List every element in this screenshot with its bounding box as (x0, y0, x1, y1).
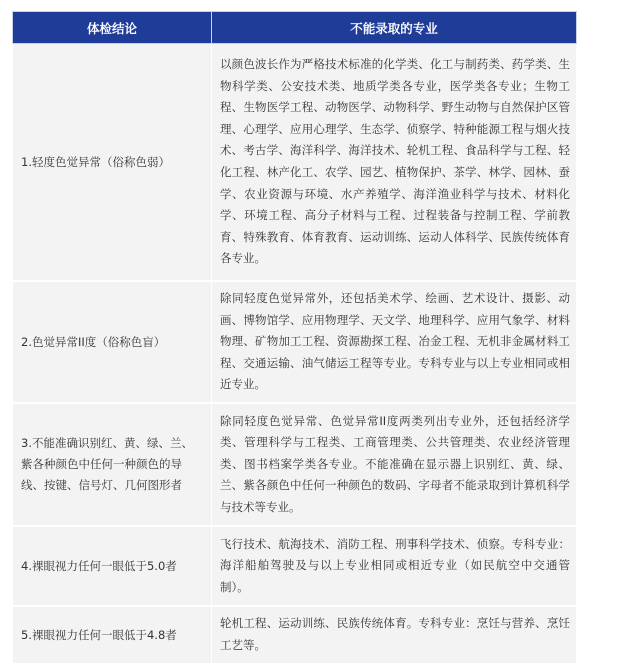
majors-cell: 轮机工程、运动训练、民族传统体育。专科专业：烹饪与营养、烹饪工艺等。 (212, 606, 577, 664)
header-conclusion: 体检结论 (13, 12, 212, 44)
table-row (13, 403, 577, 526)
table-row (13, 44, 577, 282)
conclusion-cell: 4.裸眼视力任何一眼低于5.0者 (13, 526, 212, 606)
admission-table-container (12, 11, 576, 665)
table-row (13, 606, 577, 664)
admission-restriction-table (12, 11, 577, 665)
conclusion-cell: 1.轻度色觉异常（俗称色弱） (13, 44, 212, 282)
conclusion-cell: 5.裸眼视力任何一眼低于4.8者 (13, 606, 212, 664)
majors-cell: 飞行技术、航海技术、消防工程、刑事科学技术、侦察。专科专业：海洋船舶驾驶及与以上专业相同或相近专业（如民航空中交通管制）。 (212, 526, 577, 606)
majors-cell: 除同轻度色觉异常外，还包括美术学、绘画、艺术设计、摄影、动画、博物馆学、应用物理学、天文学、地理科学、应用气象学、材料物理、矿物加工工程、资源勘探工程、冶金工程、无机非金属材料工程、交通运输、油气储运工程等专业。专科专业与以上专业相同或相近专业。 (212, 281, 577, 403)
header-excluded-majors: 不能录取的专业 (212, 12, 577, 44)
conclusion-cell: 3.不能准确识别红、黄、绿、兰、紫各种颜色中任何一种颜色的导线、按键、信号灯、几何图形者 (13, 403, 212, 526)
table-header-row (13, 12, 577, 44)
table-row (13, 526, 577, 606)
majors-cell: 以颜色波长作为严格技术标准的化学类、化工与制药类、药学类、生物科学类、公安技术类、地质学类各专业，医学类各专业；生物工程、生物医学工程、动物医学、动物科学、野生动物与自然保护区管理、心理学、应用心理学、生态学、侦察学、特种能源工程与烟火技术、考古学、海洋科学、海洋技术、轮机工程、食品科学与工程、轻化工程、林产化工、农学、园艺、植物保护、茶学、林学、园林、蚕学、农业资源与环境、水产养殖学、海洋渔业科学与技术、材料化学、环境工程、高分子材料与工程、过程装备与控制工程、学前教育、特殊教育、体育教育、运动训练、运动人体科学、民族传统体育各专业。 (212, 44, 577, 282)
conclusion-cell: 2.色觉异常II度（俗称色盲） (13, 281, 212, 403)
majors-cell: 除同轻度色觉异常、色觉异常II度两类列出专业外，还包括经济学类、管理科学与工程类、工商管理类、公共管理类、农业经济管理类、图书档案学类各专业。不能准确在显示器上识别红、黄、绿、兰、紫各颜色中任何一种颜色的数码、字母者不能录取到计算机科学与技术等专业。 (212, 403, 577, 526)
table-row (13, 281, 577, 403)
